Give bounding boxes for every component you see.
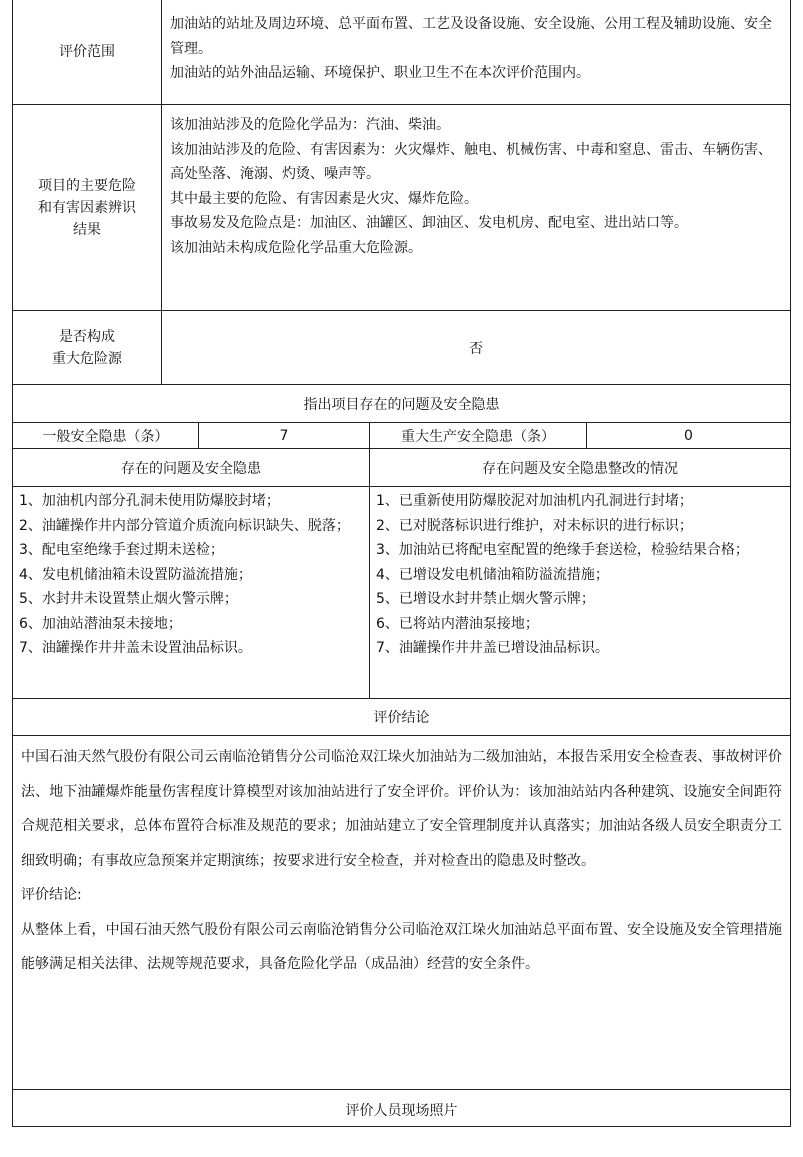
issues-right-header-text: 存在问题及安全隐患整改的情况 — [482, 460, 678, 477]
rectification-item: 7、油罐操作井井盖已增设油品标识。 — [376, 640, 609, 656]
hazards-line: 该加油站涉及的危险、有害因素为：火灾爆炸、触电、机械伤害、中毒和窒息、雷击、车辆伤害、高处坠落、淹溺、灼烫、噪声等。 — [170, 141, 772, 182]
major-hazard-value-text: 否 — [469, 340, 483, 357]
rectification-item: 2、已对脱落标识进行维护，对未标识的进行标识； — [376, 517, 693, 534]
general-hazard-count-label-text: 一般安全隐患（条） — [42, 428, 169, 445]
issues-column-headers — [13, 449, 790, 487]
rectification-item: 5、已增设水封井禁止烟火警示牌； — [376, 591, 595, 607]
issues-right-list — [370, 487, 790, 698]
issue-item: 7、油罐操作井井盖未设置油品标识。 — [19, 640, 252, 656]
photos-header — [13, 1090, 790, 1129]
major-hazard-label-line: 是否构成 — [59, 328, 115, 345]
hazards-content — [162, 105, 790, 310]
hazards-line: 该加油站未构成危险化学品重大危险源。 — [170, 239, 422, 256]
issue-item: 6、加油站潜油泵未接地； — [19, 615, 182, 632]
issue-item: 5、水封井未设置禁止烟火警示牌； — [19, 591, 238, 607]
scope-row — [13, 0, 790, 105]
major-hazard-value — [162, 311, 790, 384]
issues-header-text: 指出项目存在的问题及安全隐患 — [303, 396, 500, 413]
counts-row — [13, 423, 790, 449]
conclusion-header — [13, 699, 790, 736]
major-hazard-label — [13, 311, 162, 384]
evaluation-summary-table — [12, 0, 791, 1127]
conclusion-header-text: 评价结论 — [373, 710, 430, 726]
issues-header — [13, 385, 790, 423]
hazards-label-line: 和有害因素辨识 — [38, 199, 136, 216]
conclusion-sub-label: 评价结论: — [21, 887, 82, 903]
major-hazard-row — [13, 311, 790, 385]
issues-lists — [13, 487, 790, 699]
scope-content — [162, 0, 790, 104]
major-hazard-count-label-text: 重大生产安全隐患（条） — [401, 428, 555, 445]
conclusion-body — [13, 736, 790, 1090]
hazards-line: 事故易发及危险点是：加油区、油罐区、卸油区、发电机房、配电室、进出站口等。 — [170, 215, 688, 231]
general-hazard-count-label — [13, 423, 199, 448]
issues-left-header — [13, 449, 370, 486]
general-hazard-count-value-text: 7 — [279, 427, 289, 444]
issues-left-header-text: 存在的问题及安全隐患 — [121, 460, 261, 477]
hazards-label — [13, 105, 162, 310]
rectification-item: 3、加油站已将配电室配置的绝缘手套送检，检验结果合格； — [376, 542, 749, 558]
rectification-item: 4、已增设发电机储油箱防溢流措施； — [376, 566, 609, 583]
scope-line: 加油站的站址及周边环境、总平面布置、工艺及设备设施、安全设施、公用工程及辅助设施、安全管理。 — [170, 16, 772, 57]
hazards-line: 该加油站涉及的危险化学品为：汽油、柴油。 — [170, 117, 450, 133]
conclusion-paragraph: 中国石油天然气股份有限公司云南临沧销售分公司临沧双江垛火加油站为二级加油站，本报告采用安全检查表、事故树评价法、地下油罐爆炸能量伤害程度计算模型对该加油站进行了安全评价。评价认为：该加油站站内各种建筑、设施安全间距符合规范相关要求，总体布置符合标准及规范的要求；加油站建立了安全管理制度并认真落实；加油站各级人员安全职责分工细致明确；有事故应急预案并定期演练；按要求进行安全检查，并对检查出的隐患及时整改。 — [21, 749, 782, 869]
hazards-label-line: 结果 — [73, 221, 101, 238]
rectification-item: 1、已重新使用防爆胶泥对加油机内孔洞进行封堵； — [376, 493, 693, 509]
conclusion-paragraph: 从整体上看，中国石油天然气股份有限公司云南临沧销售分公司临沧双江垛火加油站总平面布置、安全设施及安全管理措施能够满足相关法律、法规等规范要求，具备危险化学品（成品油）经营的安全条件。 — [21, 921, 782, 972]
scope-label — [13, 0, 162, 104]
hazards-row — [13, 105, 790, 311]
general-hazard-count-value — [199, 423, 370, 448]
major-hazard-count-label — [370, 423, 587, 448]
rectification-item: 6、已将站内潜油泵接地； — [376, 615, 539, 632]
major-hazard-count-value — [587, 423, 790, 448]
major-hazard-count-value-text: 0 — [684, 427, 693, 444]
issue-item: 4、发电机储油箱未设置防溢流措施； — [19, 566, 252, 583]
issues-right-header — [370, 449, 790, 486]
issue-item: 3、配电室绝缘手套过期未送检； — [19, 542, 224, 558]
hazards-line: 其中最主要的危险、有害因素是火灾、爆炸危险。 — [170, 190, 478, 207]
scope-line: 加油站的站外油品运输、环境保护、职业卫生不在本次评价范围内。 — [170, 65, 590, 81]
issue-item: 1、加油机内部分孔洞未使用防爆胶封堵； — [19, 493, 280, 509]
issue-item: 2、油罐操作井内部分管道介质流向标识缺失、脱落； — [19, 517, 350, 534]
scope-label-text: 评价范围 — [59, 44, 115, 60]
major-hazard-label-line: 重大危险源 — [52, 350, 122, 367]
photos-header-text: 评价人员现场照片 — [345, 1102, 458, 1119]
issues-left-list — [13, 487, 370, 698]
hazards-label-line: 项目的主要危险 — [38, 177, 136, 194]
